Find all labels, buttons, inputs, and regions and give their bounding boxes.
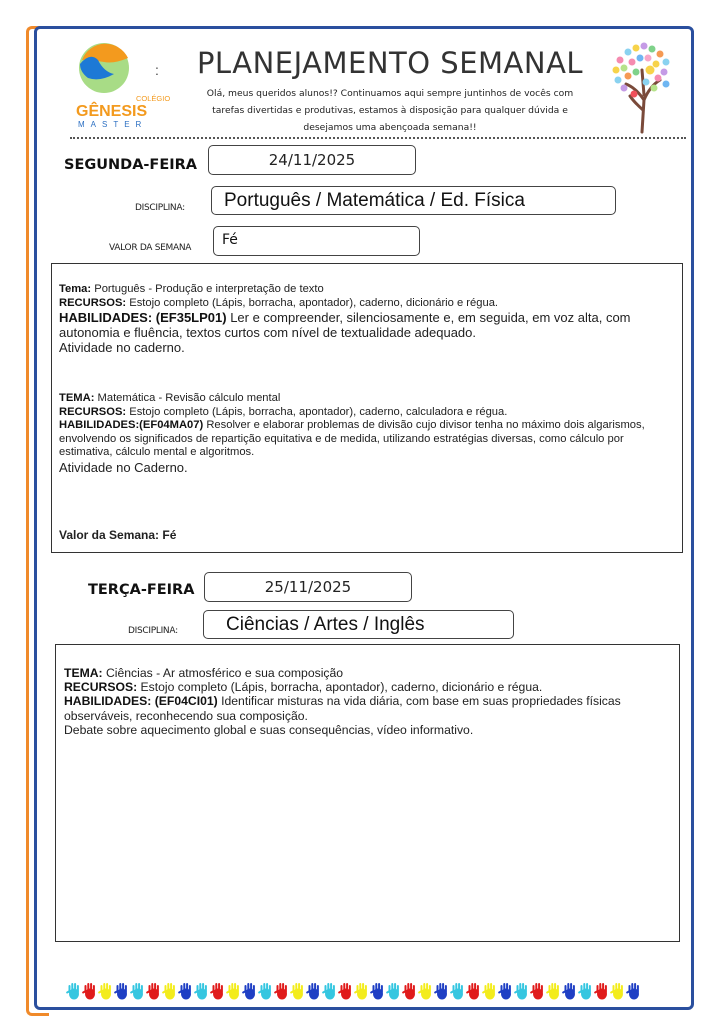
habilidades-text: Identificar misturas na vida diária, com base em suas propriedades físicas observáveis, reconhecendo sua composição. [64, 694, 621, 723]
monday-matematica-block [59, 392, 675, 475]
hand-icon [626, 980, 642, 1002]
greeting-line: tarefas divertidas e produtivas, estamos à disposição para qualquer dúvida e [212, 105, 568, 116]
recursos-text: Estojo completo (Lápis, borracha, apontador), caderno, calculadora e régua. [126, 405, 508, 418]
monday-portugues-block [59, 283, 675, 355]
hand-icon [146, 980, 162, 1002]
hand-icon [338, 980, 354, 1002]
hand-icon [562, 980, 578, 1002]
tuesday-ciencias-block [64, 666, 672, 737]
hand-icon [482, 980, 498, 1002]
habilidades-text: Ler e compreender, silenciosamente e, em seguida, em voz alta, com autonomia e fluência, textos curtos com nível de textualidade adequado. [59, 310, 631, 340]
atividade-text: Atividade no caderno. [59, 340, 185, 355]
hand-icon [322, 980, 338, 1002]
header-divider [70, 137, 686, 139]
tema-key: TEMA: [64, 666, 103, 680]
habilidades-key: HABILIDADES: (EF04CI01) [64, 694, 218, 709]
hand-icon [178, 980, 194, 1002]
monday-value-field[interactable]: Fé [213, 226, 420, 256]
header-separator: : [155, 62, 159, 78]
tuesday-discipline-label: DISCIPLINA: [128, 626, 178, 636]
page-title: PLANEJAMENTO SEMANAL [196, 46, 584, 80]
hand-icon [466, 980, 482, 1002]
recursos-key: RECURSOS: [64, 680, 138, 695]
tuesday-discipline-field[interactable]: Ciências / Artes / Inglês [203, 610, 514, 639]
day-label-monday: SEGUNDA-FEIRA [64, 157, 198, 173]
hand-icon [242, 980, 258, 1002]
hand-icon [290, 980, 306, 1002]
atividade-text: Debate sobre aquecimento global e suas consequências, vídeo informativo. [64, 722, 474, 737]
hand-icon [194, 980, 210, 1002]
hand-icon [306, 980, 322, 1002]
hand-icon [274, 980, 290, 1002]
hand-icon [498, 980, 514, 1002]
hand-icon [162, 980, 178, 1002]
hand-icon [610, 980, 626, 1002]
colorful-hands-border-icon [66, 980, 666, 1008]
hand-icon [226, 980, 242, 1002]
hand-icon [450, 980, 466, 1002]
tema-text: Matemática - Revisão cálculo mental [94, 392, 281, 404]
hand-icon [578, 980, 594, 1002]
hand-icon [66, 980, 82, 1002]
hand-icon [546, 980, 562, 1002]
hand-icon [402, 980, 418, 1002]
monday-discipline-label: DISCIPLINA: [135, 203, 185, 213]
hand-icon [418, 980, 434, 1002]
hand-icon [594, 980, 610, 1002]
colorful-tree-icon [606, 40, 676, 135]
hand-icon [114, 980, 130, 1002]
hand-icon [530, 980, 546, 1002]
hand-icon [354, 980, 370, 1002]
logo-text-colegio: COLÉGIO [136, 94, 171, 103]
school-logo-icon [74, 42, 171, 132]
recursos-text: Estojo completo (Lápis, borracha, apontador), caderno, dicionário e régua. [137, 680, 543, 695]
tema-text: Português - Produção e interpretação de texto [91, 283, 324, 295]
recursos-text: Estojo completo (Lápis, borracha, apontador), caderno, dicionário e régua. [126, 296, 499, 309]
tema-key: Tema: [59, 283, 92, 295]
greeting-line: Olá, meus queridos alunos!? Continuamos aqui sempre juntinhos de vocês com [206, 88, 574, 99]
recursos-key: RECURSOS: [59, 405, 127, 418]
tema-text: Ciências - Ar atmosférico e sua composição [102, 666, 344, 680]
habilidades-text: Resolver e elaborar problemas de divisão cujo divisor tenha no máximo dois algarismos, envolvendo os significados de repartição equitativa e de medida, utilizando estratégias diversas, como cálculo por estimativa, cálculo mental e algoritmos. [59, 419, 645, 458]
habilidades-key: HABILIDADES: (EF35LP01) [59, 310, 227, 325]
hand-icon [434, 980, 450, 1002]
hand-icon [210, 980, 226, 1002]
logo-text-master: MASTER [78, 120, 148, 129]
logo-text-genesis: GÊNESIS [76, 103, 148, 120]
hand-icon [386, 980, 402, 1002]
atividade-text: Atividade no Caderno. [59, 459, 188, 475]
monday-week-value: Valor da Semana: Fé [59, 528, 177, 542]
tema-key: TEMA: [59, 392, 95, 404]
hand-icon [98, 980, 114, 1002]
recursos-key: RECURSOS: [59, 296, 127, 309]
hand-icon [370, 980, 386, 1002]
hand-icon [514, 980, 530, 1002]
monday-discipline-field[interactable]: Português / Matemática / Ed. Física [211, 186, 616, 215]
greeting-line: desejamos uma abençoada semana!! [303, 122, 477, 133]
greeting-message [192, 85, 588, 136]
hand-icon [82, 980, 98, 1002]
hand-icon [258, 980, 274, 1002]
monday-value-label: VALOR DA SEMANA [109, 243, 192, 253]
habilidades-key: HABILIDADES:(EF04MA07) [59, 419, 204, 431]
day-label-tuesday: TERÇA-FEIRA [88, 582, 195, 598]
monday-date-field[interactable]: 24/11/2025 [208, 145, 416, 175]
hand-icon [130, 980, 146, 1002]
tuesday-date-field[interactable]: 25/11/2025 [204, 572, 412, 602]
